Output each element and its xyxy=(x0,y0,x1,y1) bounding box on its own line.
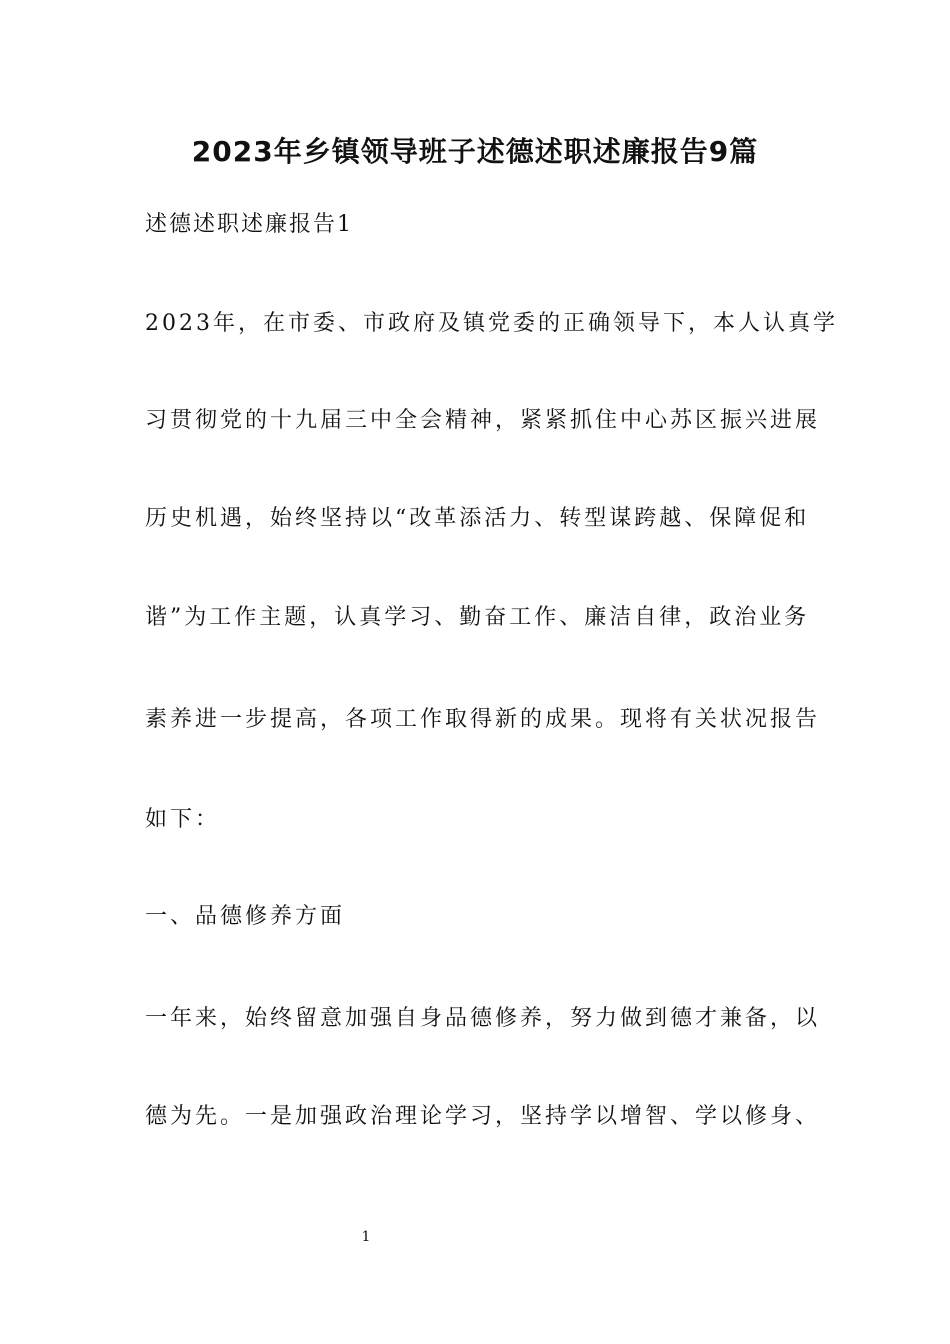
paragraph-line: 如下： xyxy=(145,807,221,832)
section-subtitle: 述德述职述廉报告1 xyxy=(145,212,353,237)
paragraph-line: 一年来，始终留意加强自身品德修养，努力做到德才兼备，以 xyxy=(145,1006,821,1031)
document-title: 2023年乡镇领导班子述德述职述廉报告9篇 xyxy=(191,135,759,168)
section-heading: 一、品德修养方面 xyxy=(145,904,346,929)
page-number: 1 xyxy=(361,1229,371,1245)
paragraph-line: 习贯彻党的十九届三中全会精神，紧紧抓住中心苏区振兴进展 xyxy=(145,408,821,433)
paragraph-line: 2023年，在市委、市政府及镇党委的正确领导下，本人认真学 xyxy=(145,311,838,336)
paragraph-line: 历史机遇，始终坚持以“改革添活力、转型谋跨越、保障促和 xyxy=(145,506,810,531)
paragraph-line: 素养进一步提高，各项工作取得新的成果。现将有关状况报告 xyxy=(145,707,821,732)
paragraph-line: 德为先。一是加强政治理论学习，坚持学以增智、学以修身、 xyxy=(145,1104,821,1129)
paragraph-line: 谐”为工作主题，认真学习、勤奋工作、廉洁自律，政治业务 xyxy=(145,605,810,630)
